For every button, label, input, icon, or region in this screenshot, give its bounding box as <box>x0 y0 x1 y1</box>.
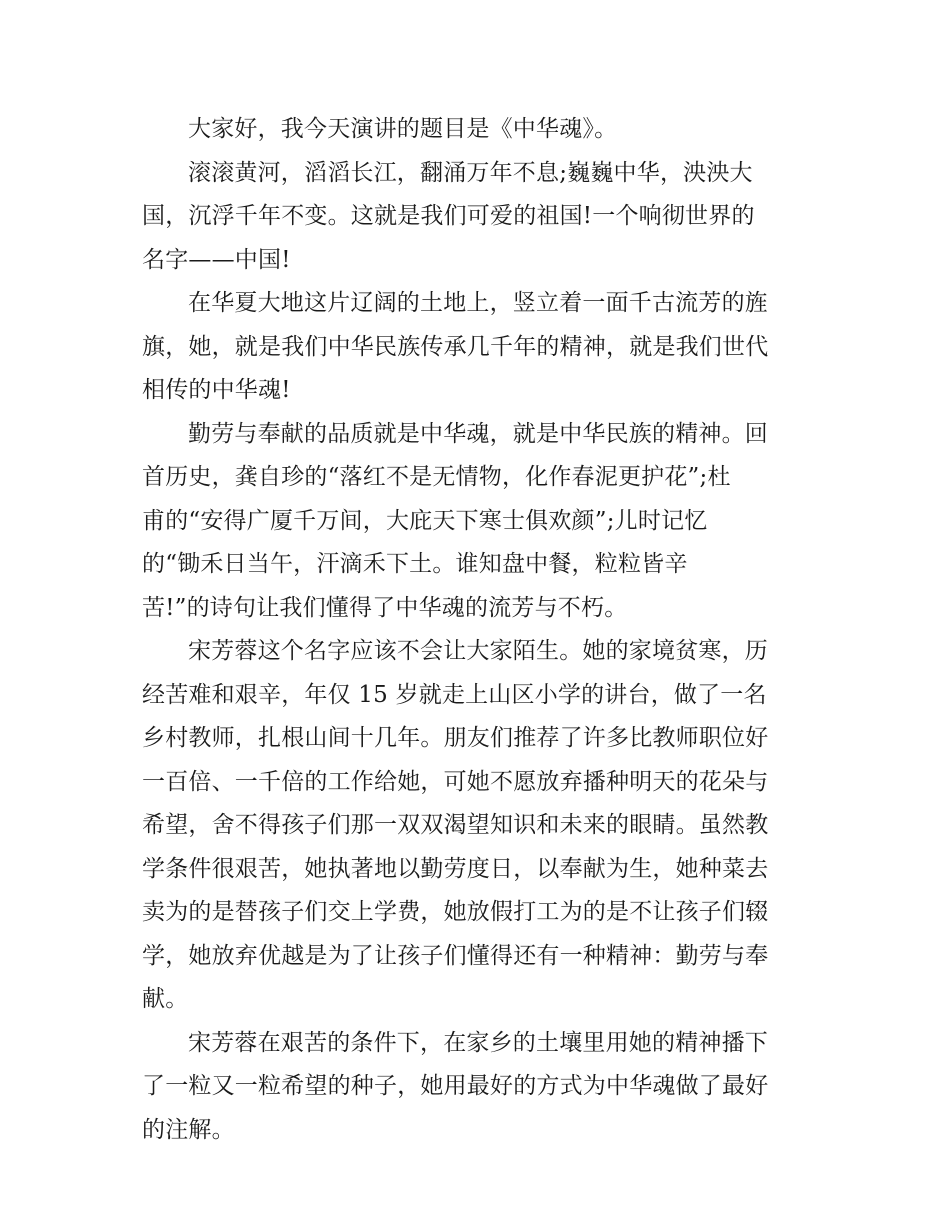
paragraph-5-line-2: 经苦难和艰辛，年仅 15 岁就走上山区小学的讲台，做了一名 <box>142 681 767 708</box>
paragraph-6-line-1: 宋芳蓉在艰苦的条件下，在家乡的土壤里用她的精神播下 <box>188 1029 768 1056</box>
paragraph-5-line-3: 乡村教师，扎根山间十几年。朋友们推荐了许多比教师职位好 <box>142 725 769 751</box>
paragraph-5-line-9: 献。 <box>142 986 189 1012</box>
paragraph-4-line-5: 苦!”的诗句让我们懂得了中华魂的流芳与不朽。 <box>142 594 628 621</box>
paragraph-5-line-6: 学条件很艰苦，她执著地以勤劳度日，以奉献为生，她种菜去 <box>142 855 769 882</box>
paragraph-4-line-2: 首历史，龚自珍的“落红不是无情物，化作春泥更护花”;杜 <box>142 464 731 490</box>
paragraph-3-line-1: 在华夏大地这片辽阔的土地上，竖立着一面千古流芳的旌 <box>188 290 768 316</box>
paragraph-4-line-4: 的“锄禾日当午，汗滴禾下土。谁知盘中餐，粒粒皆辛 <box>142 551 688 577</box>
paragraph-1-line-1: 大家好，我今天演讲的题目是《中华魂》。 <box>188 116 618 142</box>
paragraph-2-line-3: 名字——中国! <box>142 246 291 273</box>
paragraph-6-line-3: 的注解。 <box>142 1116 235 1143</box>
paragraph-3-line-3: 相传的中华魂! <box>142 377 291 403</box>
paragraph-5-line-4: 一百倍、一千倍的工作给她，可她不愿放弃播种明天的花朵与 <box>142 768 769 795</box>
paragraph-4-line-1: 勤劳与奉献的品质就是中华魂，就是中华民族的精神。回 <box>188 420 768 447</box>
paragraph-2-line-2: 国，沉浮千年不变。这就是我们可爱的祖国!一个响彻世界的 <box>142 203 755 229</box>
paragraph-5-line-1: 宋芳蓉这个名字应该不会让大家陌生。她的家境贫寒，历 <box>188 638 768 664</box>
paragraph-4-line-3: 甫的“安得广厦千万间，大庇天下寒士俱欢颜”;儿时记忆 <box>142 507 708 534</box>
speech-text <box>142 108 812 1152</box>
paragraph-5-line-8: 学，她放弃优越是为了让孩子们懂得还有一种精神：勤劳与奉 <box>142 942 769 969</box>
paragraph-5-line-5: 希望，舍不得孩子们那一双双渴望知识和未来的眼睛。虽然教 <box>142 812 769 838</box>
paragraph-5-line-7: 卖为的是替孩子们交上学费，她放假打工为的是不让孩子们辍 <box>142 899 769 925</box>
paragraph-2-line-1: 滚滚黄河，滔滔长江，翻涌万年不息;巍巍中华，泱泱大 <box>188 159 753 186</box>
paragraph-6-line-2: 了一粒又一粒希望的种子，她用最好的方式为中华魂做了最好 <box>142 1073 769 1099</box>
paragraph-3-line-2: 旗，她，就是我们中华民族传承几千年的精神，就是我们世代 <box>142 333 769 360</box>
